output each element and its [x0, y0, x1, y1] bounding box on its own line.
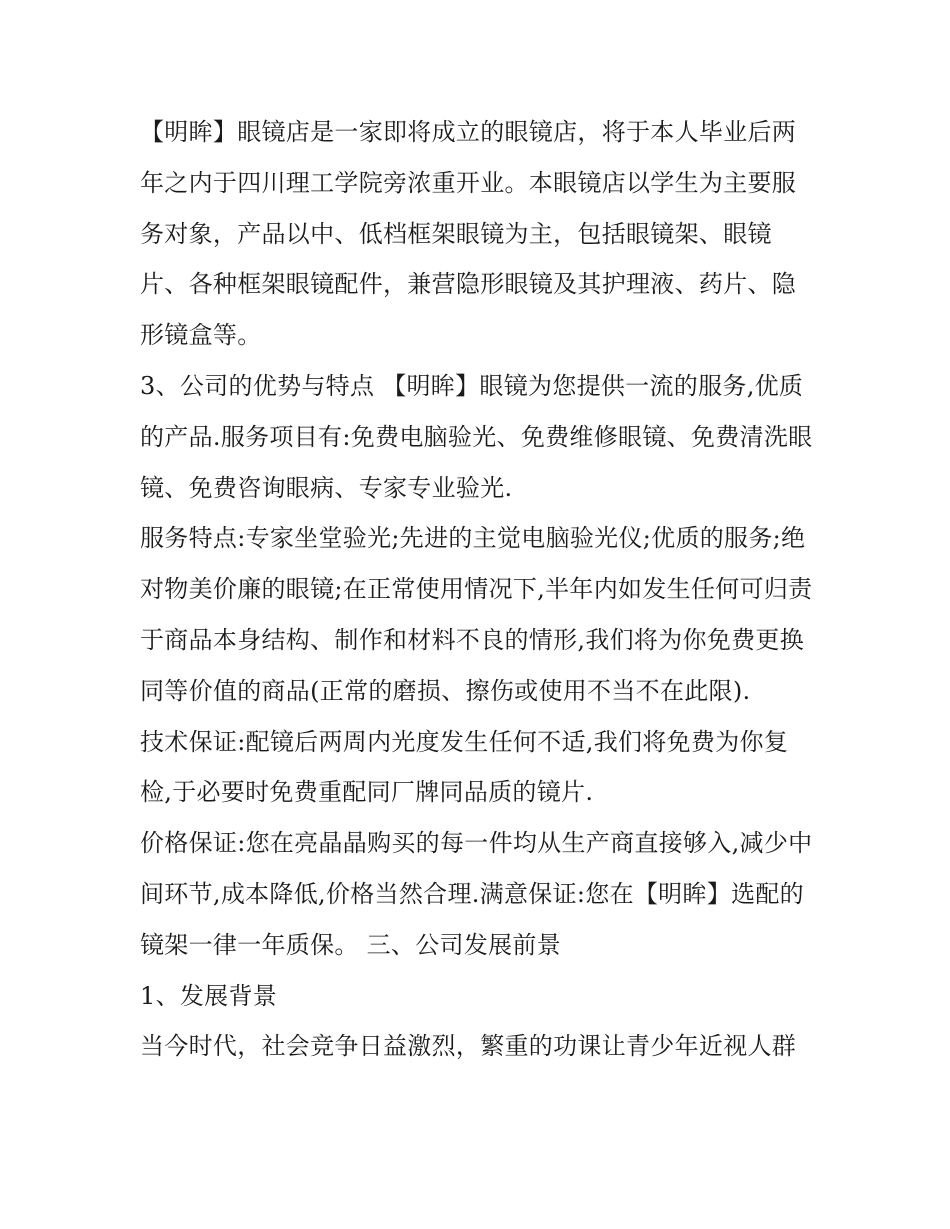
paragraph-service-features: 服务特点:专家坐堂验光;先进的主觉电脑验光仪;优质的服务;绝对物美价廉的眼镜;在正常使用情况下,半年内如发生任何可归责于商品本身结构、制作和材料不良的情形,我们将为你免费更换同等价值的商品(正常的磨损、擦伤或使用不当不在此限). [140, 524, 813, 705]
paragraph-intro: 【明眸】眼镜店是一家即将成立的眼镜店，将于本人毕业后两年之内于四川理工学院旁浓重开业。本眼镜店以学生为主要服务对象，产品以中、低档框架眼镜为主，包括眼镜架、眼镜片、各种框架眼镜配件，兼营隐形眼镜及其护理液、药片、隐形镜盒等。 [140, 118, 797, 350]
paragraph-price-guarantee: 价格保证:您在亮晶晶购买的每一件均从生产商直接够入,减少中间环节,成本降低,价格当然合理.满意保证:您在【明眸】选配的镜架一律一年质保。 三、公司发展前景 [140, 829, 813, 959]
document-body [140, 107, 820, 1072]
paragraph-technical-guarantee: 技术保证:配镜后两周内光度发生任何不适,我们将免费为你复检,于必要时免费重配同厂牌同品质的镜片. [140, 727, 789, 807]
paragraph-advantages: 3、公司的优势与特点 【明眸】眼镜为您提供一流的服务,优质的产品.服务项目有:免费电脑验光、免费维修眼镜、免费清洗眼镜、免费咨询眼病、专家专业验光. [140, 371, 813, 502]
section-heading-background: 1、发展背景 [140, 981, 278, 1010]
paragraph-background: 当今时代，社会竞争日益激烈，繁重的功课让青少年近视人群 [140, 1032, 797, 1061]
